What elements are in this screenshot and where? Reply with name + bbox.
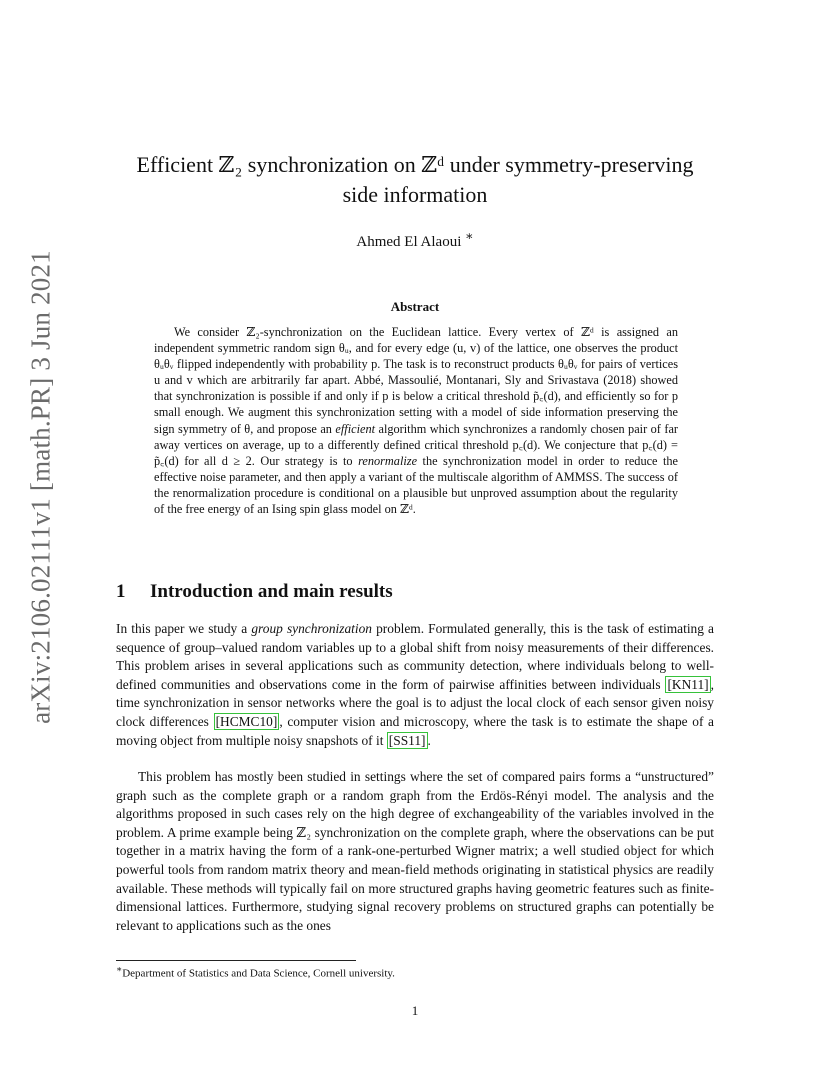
- author-footnote-mark: ∗: [465, 229, 474, 243]
- abstract-emph-efficient: efficient: [335, 421, 376, 436]
- footnote-divider: [116, 960, 356, 961]
- footnote: [116, 964, 716, 980]
- section-title: Introduction and main results: [150, 581, 393, 602]
- citation-hcmc10[interactable]: [HCMC10]: [215, 713, 278, 729]
- title-line-1: Efficient ℤ₂ synchronization on ℤᵈ under symmetry-preserving: [136, 152, 694, 177]
- page-number: 1: [411, 1003, 419, 1018]
- footnote-mark: ∗: [116, 964, 123, 974]
- abstract-heading: Abstract: [390, 299, 440, 314]
- section-heading: [116, 581, 716, 603]
- author-line: [110, 228, 720, 251]
- footnote-text: Department of Statistics and Data Science, Cornell university.: [122, 967, 395, 980]
- intro-emph-group-sync: group synchronization: [251, 621, 372, 636]
- abstract-emph-renormalize: renormalize: [358, 453, 418, 468]
- arxiv-identifier: arXiv:2106.02111v1 [math.PR] 3 Jun 2021: [25, 250, 56, 724]
- abstract-sentence-2: algorithm which synchronizes a randomly chosen pair of far away vertices on average, up to a differently defined critical threshold p꜀(d). We conjecture that p꜀(d) = p̃꜀(d) for all d ≥ 2. Our strategy is to: [154, 421, 678, 468]
- intro-p1-text-e: .: [427, 732, 431, 748]
- title-line-2: side information: [342, 182, 488, 207]
- citation-ss11[interactable]: [SS11]: [388, 732, 426, 748]
- citation-kn11[interactable]: [KN11]: [667, 676, 709, 692]
- arxiv-sidebar-stamp: [22, 250, 60, 724]
- abstract-sentence-1: We consider ℤ₂-synchronization on the Euclidean lattice. Every vertex of ℤᵈ is assigned an independent symmetric random sign θᵤ, and for every edge (u, v) of the lattice, one observes the product θᵤθᵥ flipped independently with probability p. The task is to reconstruct products θᵤθᵥ for pairs of vertices u and v which are arbitrarily far apart. Abbé, Massoulié, Montanari, Sly and Srivastava (2018) showed that synchronization is possible if and only if p is below a critical threshold p̃꜀(d), and efficiently so for p small enough. We augment this synchronization setting with a model of side information preserving the sign symmetry of θ, and propose an: [154, 325, 678, 436]
- abstract-text: [154, 324, 678, 517]
- intro-paragraph-1: [116, 620, 714, 750]
- intro-p1-text-d: , computer vision and microscopy, where the task is to estimate the shape of a moving object from multiple noisy snapshots of it: [116, 713, 715, 748]
- intro-p1-text-a: In this paper we study a: [116, 621, 248, 636]
- paper-title: [110, 150, 720, 210]
- author-name: Ahmed El Alaoui: [356, 234, 462, 250]
- intro-paragraph-2: This problem has mostly been studied in settings where the set of compared pairs forms a “unstructured” graph such as the complete graph or a random graph from the Erdös-Rényi model. The analysis and the algorithms proposed in such cases rely on the high degree of exchangeability of the variables involved in the problem. A prime example being ℤ₂ synchronization on the complete graph, where the observations can be put together in a matrix having the form of a rank-one-perturbed Wigner matrix; a well studied object for which powerful tools from random matrix theory and mean-field methods originating in statistical physics are readily available. These methods will typically fail on more structured graphs having geometric features such as finite-dimensional lattices. Furthermore, studying signal recovery problems on structured graphs can potentially be relevant to applications such as the ones: [116, 769, 714, 933]
- intro-p1-text-c: , time synchronization in sensor networks where the goal is to adjust the local clock of each sensor given noisy clock differences: [116, 676, 714, 729]
- intro-p1-text-b: problem. Formulated generally, this is the task of estimating a sequence of group–valued random variables up to a global shift from noisy measurements of their differences. This problem arises in several applications such as community detection, where individuals belong to well-defined communities and observations come in the form of pairwise affinities between individuals: [116, 621, 714, 692]
- abstract-sentence-3: the synchronization model in order to reduce the effective noise parameter, and then apply a variant of the multiscale algorithm of AMMSS. The success of the renormalization procedure is conditional on a plausible but unproved assumption about the regularity of the free energy of an Ising spin glass model on ℤᵈ.: [154, 453, 679, 517]
- section-number: 1: [116, 581, 126, 602]
